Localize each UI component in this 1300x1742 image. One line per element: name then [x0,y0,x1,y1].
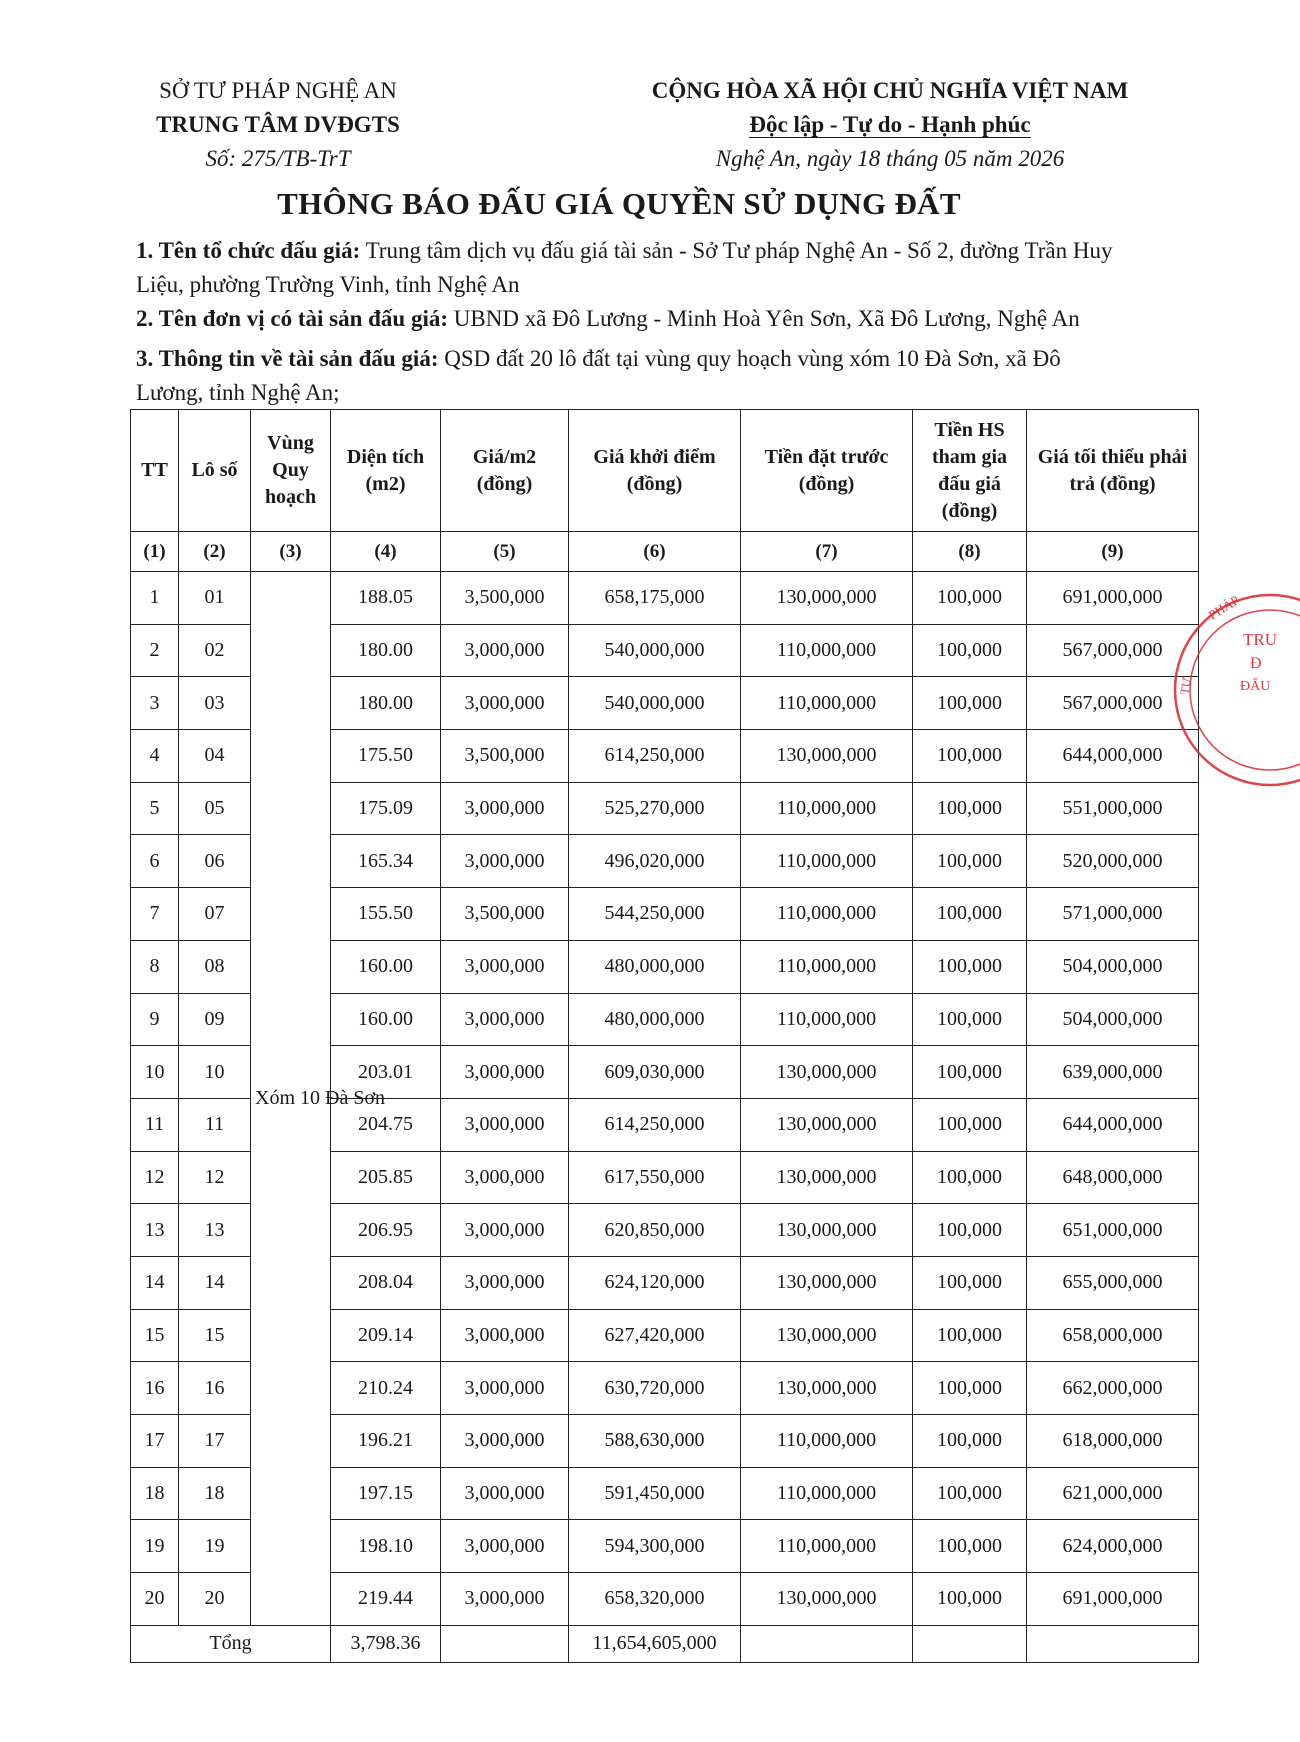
lot-minimum-price: 691,000,000 [1027,1573,1199,1626]
column-number: (5) [441,532,569,572]
lot-fee: 100,000 [913,1415,1027,1468]
col-header-price-per-m2: Giá/m2 (đồng) [441,410,569,532]
lot-starting-price: 617,550,000 [569,1151,741,1204]
lot-area: 206.95 [331,1204,441,1257]
column-number: (4) [331,532,441,572]
lot-tt: 15 [131,1309,179,1362]
total-area: 3,798.36 [331,1625,441,1662]
lot-minimum-price: 567,000,000 [1027,624,1199,677]
lot-deposit: 110,000,000 [741,1415,913,1468]
total-empty-cell [441,1625,569,1662]
info-label: 2. Tên đơn vị có tài sản đấu giá: [136,306,449,331]
lot-fee: 100,000 [913,1309,1027,1362]
lot-number: 16 [179,1362,251,1415]
lot-tt: 18 [131,1467,179,1520]
lot-minimum-price: 648,000,000 [1027,1151,1199,1204]
lot-price-per-m2: 3,000,000 [441,1151,569,1204]
lot-price-per-m2: 3,000,000 [441,677,569,730]
lot-starting-price: 614,250,000 [569,730,741,783]
lot-deposit: 110,000,000 [741,993,913,1046]
lot-fee: 100,000 [913,1573,1027,1626]
lot-deposit: 110,000,000 [741,1467,913,1520]
total-empty-cell [1027,1625,1199,1662]
col-header-lot: Lô số [179,410,251,532]
column-number-row [131,532,1199,572]
info-item-asset [136,342,1196,410]
lot-area: 155.50 [331,888,441,941]
lot-area: 205.85 [331,1151,441,1204]
col-header-minimum-price: Giá tối thiểu phải trả (đồng) [1027,410,1199,532]
lot-price-per-m2: 3,000,000 [441,1098,569,1151]
column-number: (2) [179,532,251,572]
lot-number: 02 [179,624,251,677]
lot-fee: 100,000 [913,1046,1027,1099]
info-text: UBND xã Đô Lương - Minh Hoà Yên Sơn, Xã Đô Lương, Nghệ An [448,306,1080,331]
lot-deposit: 110,000,000 [741,677,913,730]
col-header-zone: Vùng Quy hoạch [251,410,331,532]
lot-starting-price: 588,630,000 [569,1415,741,1468]
zone-cell: Xóm 10 Đà Sơn [251,572,331,1626]
lot-tt: 11 [131,1098,179,1151]
lot-tt: 2 [131,624,179,677]
col-header-starting-price: Giá khởi điểm (đồng) [569,410,741,532]
lot-tt: 16 [131,1362,179,1415]
lot-minimum-price: 624,000,000 [1027,1520,1199,1573]
svg-text:ĐẤU: ĐẤU [1240,679,1271,694]
issuing-authority-block [138,74,418,176]
lot-number: 13 [179,1204,251,1257]
svg-text:Đ: Đ [1250,655,1262,672]
lot-fee: 100,000 [913,1098,1027,1151]
place-and-date: Nghệ An, ngày 18 tháng 05 năm 2026 [715,146,1065,171]
lot-area: 198.10 [331,1520,441,1573]
lot-fee: 100,000 [913,782,1027,835]
lot-number: 20 [179,1573,251,1626]
lot-minimum-price: 644,000,000 [1027,730,1199,783]
lot-tt: 10 [131,1046,179,1099]
lot-minimum-price: 504,000,000 [1027,940,1199,993]
document-number: Số: 275/TB-TrT [205,146,351,171]
lot-starting-price: 658,175,000 [569,572,741,625]
lot-deposit: 130,000,000 [741,1046,913,1099]
lot-price-per-m2: 3,000,000 [441,1046,569,1099]
lot-minimum-price: 571,000,000 [1027,888,1199,941]
lot-deposit: 130,000,000 [741,572,913,625]
lot-deposit: 130,000,000 [741,1098,913,1151]
lot-deposit: 110,000,000 [741,940,913,993]
lot-number: 19 [179,1520,251,1573]
lot-number: 07 [179,888,251,941]
lot-minimum-price: 618,000,000 [1027,1415,1199,1468]
info-text-continued: Lương, tỉnh Nghệ An; [136,380,340,405]
lot-area: 204.75 [331,1098,441,1151]
lot-fee: 100,000 [913,888,1027,941]
info-item-organizer [136,234,1196,302]
lot-starting-price: 658,320,000 [569,1573,741,1626]
lot-starting-price: 624,120,000 [569,1256,741,1309]
lot-price-per-m2: 3,000,000 [441,1520,569,1573]
svg-text:TƯ: TƯ [1177,676,1194,696]
lot-minimum-price: 655,000,000 [1027,1256,1199,1309]
lot-deposit: 110,000,000 [741,888,913,941]
lot-deposit: 110,000,000 [741,1520,913,1573]
lot-tt: 9 [131,993,179,1046]
total-label: Tổng [131,1625,331,1662]
center-name: TRUNG TÂM DVĐGTS [156,112,400,137]
lot-fee: 100,000 [913,572,1027,625]
lot-area: 180.00 [331,624,441,677]
lot-price-per-m2: 3,000,000 [441,624,569,677]
lot-area: 219.44 [331,1573,441,1626]
lot-area: 160.00 [331,940,441,993]
lot-deposit: 130,000,000 [741,1204,913,1257]
lot-area: 197.15 [331,1467,441,1520]
lot-price-per-m2: 3,000,000 [441,940,569,993]
lot-fee: 100,000 [913,835,1027,888]
lot-minimum-price: 621,000,000 [1027,1467,1199,1520]
national-motto: Độc lập - Tự do - Hạnh phúc [749,112,1031,137]
lot-tt: 14 [131,1256,179,1309]
lot-number: 11 [179,1098,251,1151]
lot-fee: 100,000 [913,940,1027,993]
info-text: QSD đất 20 lô đất tại vùng quy hoạch vùng xóm 10 Đà Sơn, xã Đô [438,346,1061,371]
table-row [131,572,1199,625]
lot-number: 04 [179,730,251,783]
lot-starting-price: 627,420,000 [569,1309,741,1362]
lot-area: 180.00 [331,677,441,730]
lot-fee: 100,000 [913,1467,1027,1520]
col-header-area: Diện tích (m2) [331,410,441,532]
lot-price-per-m2: 3,000,000 [441,1573,569,1626]
col-header-deposit: Tiền đặt trước (đồng) [741,410,913,532]
lot-fee: 100,000 [913,1204,1027,1257]
lot-minimum-price: 691,000,000 [1027,572,1199,625]
lot-starting-price: 594,300,000 [569,1520,741,1573]
lot-price-per-m2: 3,500,000 [441,572,569,625]
lot-price-per-m2: 3,000,000 [441,1467,569,1520]
lot-price-per-m2: 3,000,000 [441,1362,569,1415]
info-text: Trung tâm dịch vụ đấu giá tài sản - Sở Tư pháp Nghệ An - Số 2, đường Trần Huy [360,238,1113,263]
svg-text:PHÁP: PHÁP [1205,592,1242,623]
total-empty-cell [741,1625,913,1662]
lot-number: 10 [179,1046,251,1099]
lot-area: 209.14 [331,1309,441,1362]
lot-number: 15 [179,1309,251,1362]
lot-price-per-m2: 3,000,000 [441,1309,569,1362]
lot-fee: 100,000 [913,1151,1027,1204]
lot-price-per-m2: 3,000,000 [441,1415,569,1468]
col-header-application-fee: Tiền HS tham gia đấu giá (đồng) [913,410,1027,532]
lot-starting-price: 591,450,000 [569,1467,741,1520]
total-starting-price: 11,654,605,000 [569,1625,741,1662]
red-seal-stamp [1150,585,1300,795]
lot-number: 05 [179,782,251,835]
lot-tt: 3 [131,677,179,730]
lot-area: 210.24 [331,1362,441,1415]
lot-number: 01 [179,572,251,625]
lot-minimum-price: 551,000,000 [1027,782,1199,835]
lot-deposit: 110,000,000 [741,782,913,835]
lot-area: 160.00 [331,993,441,1046]
lot-minimum-price: 651,000,000 [1027,1204,1199,1257]
lot-tt: 13 [131,1204,179,1257]
lot-tt: 19 [131,1520,179,1573]
lot-tt: 17 [131,1415,179,1468]
lot-starting-price: 540,000,000 [569,624,741,677]
lot-tt: 1 [131,572,179,625]
lot-starting-price: 496,020,000 [569,835,741,888]
department-name: SỞ TƯ PHÁP NGHỆ AN [159,78,397,103]
lot-area: 175.09 [331,782,441,835]
lot-price-per-m2: 3,000,000 [441,1256,569,1309]
lot-tt: 12 [131,1151,179,1204]
lot-area: 175.50 [331,730,441,783]
lot-fee: 100,000 [913,730,1027,783]
lot-tt: 6 [131,835,179,888]
lot-price-per-m2: 3,000,000 [441,993,569,1046]
column-number: (9) [1027,532,1199,572]
info-text-continued: Liệu, phường Trường Vinh, tỉnh Nghệ An [136,272,520,297]
lot-deposit: 130,000,000 [741,1573,913,1626]
lot-price-per-m2: 3,500,000 [441,888,569,941]
table-body [131,572,1199,1626]
lot-minimum-price: 644,000,000 [1027,1098,1199,1151]
table-header-row [131,410,1199,532]
lot-starting-price: 480,000,000 [569,940,741,993]
lot-deposit: 110,000,000 [741,835,913,888]
lot-minimum-price: 639,000,000 [1027,1046,1199,1099]
column-number: (3) [251,532,331,572]
lot-starting-price: 614,250,000 [569,1098,741,1151]
lot-number: 18 [179,1467,251,1520]
column-number: (8) [913,532,1027,572]
total-row [131,1625,1199,1662]
lot-deposit: 130,000,000 [741,1256,913,1309]
lot-deposit: 130,000,000 [741,730,913,783]
lot-minimum-price: 520,000,000 [1027,835,1199,888]
info-item-asset-owner [136,302,1196,336]
national-header-block [610,74,1170,176]
lot-number: 08 [179,940,251,993]
lot-deposit: 130,000,000 [741,1151,913,1204]
lot-minimum-price: 658,000,000 [1027,1309,1199,1362]
lot-fee: 100,000 [913,624,1027,677]
lot-tt: 4 [131,730,179,783]
lot-tt: 8 [131,940,179,993]
lot-deposit: 130,000,000 [741,1362,913,1415]
col-header-tt: TT [131,410,179,532]
lot-area: 196.21 [331,1415,441,1468]
lot-area: 203.01 [331,1046,441,1099]
lot-tt: 7 [131,888,179,941]
lot-tt: 5 [131,782,179,835]
column-number: (6) [569,532,741,572]
lot-area: 165.34 [331,835,441,888]
lot-tt: 20 [131,1573,179,1626]
info-label: 1. Tên tổ chức đấu giá: [136,238,361,263]
lot-starting-price: 480,000,000 [569,993,741,1046]
lot-fee: 100,000 [913,993,1027,1046]
lot-fee: 100,000 [913,1256,1027,1309]
lot-starting-price: 544,250,000 [569,888,741,941]
lot-minimum-price: 567,000,000 [1027,677,1199,730]
lot-minimum-price: 504,000,000 [1027,993,1199,1046]
lot-starting-price: 525,270,000 [569,782,741,835]
lot-number: 06 [179,835,251,888]
lot-deposit: 130,000,000 [741,1309,913,1362]
lot-fee: 100,000 [913,677,1027,730]
lot-number: 09 [179,993,251,1046]
lot-starting-price: 609,030,000 [569,1046,741,1099]
lot-number: 14 [179,1256,251,1309]
lot-deposit: 110,000,000 [741,624,913,677]
lot-fee: 100,000 [913,1362,1027,1415]
lot-fee: 100,000 [913,1520,1027,1573]
lot-number: 12 [179,1151,251,1204]
lot-minimum-price: 662,000,000 [1027,1362,1199,1415]
lot-starting-price: 540,000,000 [569,677,741,730]
lot-number: 17 [179,1415,251,1468]
info-label: 3. Thông tin về tài sản đấu giá: [136,346,439,371]
lot-starting-price: 620,850,000 [569,1204,741,1257]
svg-text:TRU: TRU [1243,630,1277,649]
country-name: CỘNG HÒA XÃ HỘI CHỦ NGHĨA VIỆT NAM [651,78,1129,103]
lot-starting-price: 630,720,000 [569,1362,741,1415]
auction-lots-table [130,409,1199,1663]
lot-area: 188.05 [331,572,441,625]
lot-price-per-m2: 3,000,000 [441,782,569,835]
lot-price-per-m2: 3,000,000 [441,835,569,888]
lot-price-per-m2: 3,500,000 [441,730,569,783]
document-title: THÔNG BÁO ĐẤU GIÁ QUYỀN SỬ DỤNG ĐẤT [277,186,961,221]
lot-price-per-m2: 3,000,000 [441,1204,569,1257]
total-empty-cell [913,1625,1027,1662]
column-number: (7) [741,532,913,572]
lot-area: 208.04 [331,1256,441,1309]
column-number: (1) [131,532,179,572]
lot-number: 03 [179,677,251,730]
